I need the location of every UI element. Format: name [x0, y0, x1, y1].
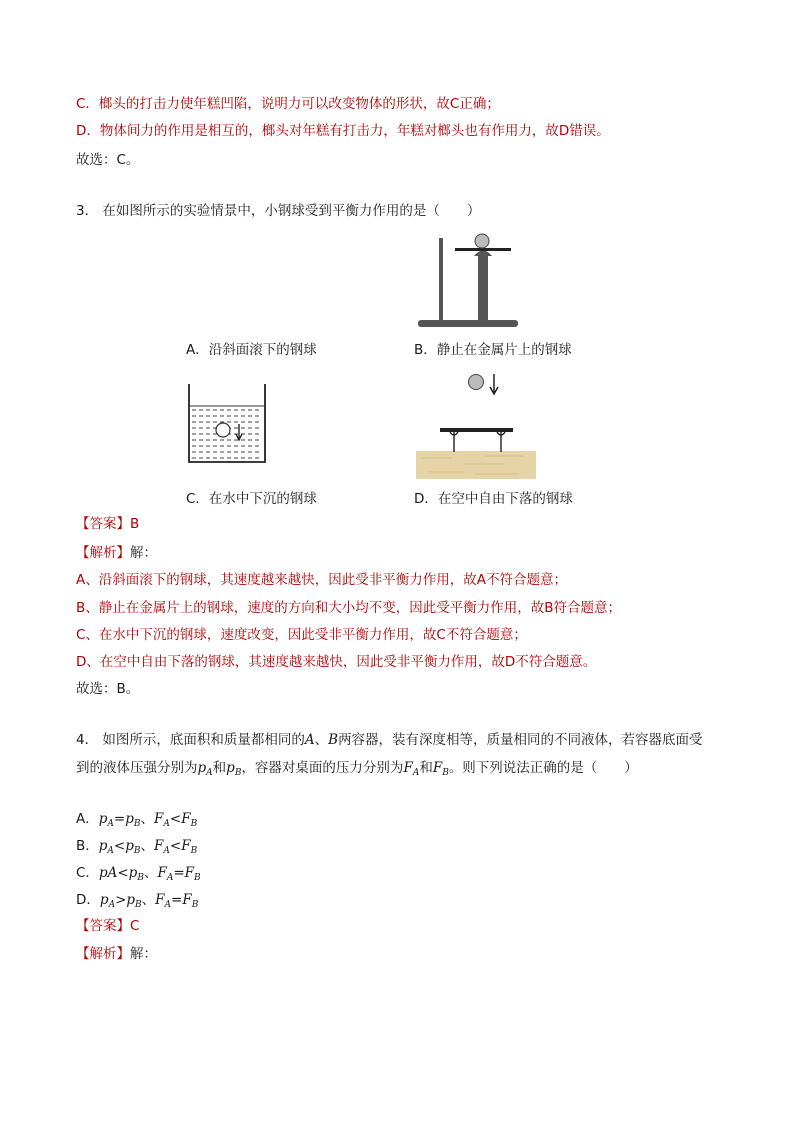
- q4-analysis-header: [76, 945, 157, 963]
- prev-conclusion: 故选：C。: [76, 152, 140, 168]
- analysis-tag: 【解析】: [76, 545, 130, 561]
- q3-analysis-a: A、沿斜面滚下的钢球，其速度越来越快，因此受非平衡力作用，故A不符合题意；: [76, 572, 567, 588]
- q3-analysis-b: B、静止在金属片上的钢球，速度的方向和大小均不变，因此受平衡力作用，故B符合题意；: [76, 600, 622, 616]
- metal-sheet: [440, 428, 513, 432]
- stand-cap: [474, 251, 492, 257]
- q3-caption-c: C．在水中下沉的钢球: [186, 491, 317, 507]
- prev-explanation-c: C．榔头的打击力使年糕凹陷，说明力可以改变物体的形状，故C正确；: [76, 96, 500, 112]
- q3-caption-a: A．沿斜面滚下的钢球: [186, 342, 317, 358]
- q3-caption-d: D．在空中自由下落的钢球: [414, 491, 573, 507]
- q4-answer: [76, 917, 139, 935]
- q3-caption-b: B．静止在金属片上的钢球: [414, 342, 572, 358]
- prev-explanation-d: D．物体间力的作用是相互的，榔头对年糕有打击力，年糕对榔头也有作用力，故D错误。: [76, 123, 610, 139]
- q3-stem: 3． 在如图所示的实验情景中，小钢球受到平衡力作用的是（ ）: [76, 203, 481, 219]
- q3-analysis-c: C、在水中下沉的钢球，速度改变，因此受非平衡力作用，故C不符合题意；: [76, 627, 527, 643]
- analysis-intro: 解：: [130, 946, 157, 962]
- q4-option-b: B．$p_A<p_B$、$F_A<F_B$: [76, 838, 198, 856]
- answer-tag: 【答案】: [76, 516, 130, 532]
- stand-base: [418, 320, 518, 327]
- tank-walls: [189, 384, 265, 462]
- q3-answer: [76, 515, 139, 533]
- q4-stem-line1: 4． 如图所示，底面积和质量都相同的A、B两容器，装有深度相等，质量相同的不同液体，若容器底面受: [76, 732, 703, 748]
- analysis-intro: 解：: [130, 545, 157, 561]
- metal-plate: [455, 248, 511, 251]
- wood-table: [416, 451, 536, 479]
- answer-value: C: [130, 918, 140, 934]
- answer-tag: 【答案】: [76, 918, 130, 934]
- figure-d-free-fall: [414, 368, 539, 480]
- steel-ball-d: [469, 375, 484, 390]
- stand-post: [478, 256, 488, 322]
- q4-option-c: C．$pA<p_B$、$F_A=F_B$: [76, 865, 201, 883]
- q3-conclusion: 故选：B。: [76, 681, 140, 697]
- q3-analysis-header: [76, 544, 157, 562]
- steel-ball-c: [216, 423, 230, 437]
- figure-b-stand: [410, 228, 525, 332]
- sheet-leg-right: [497, 432, 505, 452]
- answer-value: B: [130, 516, 140, 532]
- figure-c-water-tank: [186, 380, 268, 466]
- q4-option-d: D．$p_A>p_B$、$F_A=F_B$: [76, 892, 199, 910]
- q4-option-a: A．$p_A=p_B$、$F_A<F_B$: [76, 811, 198, 829]
- stand-rod: [439, 238, 443, 322]
- sheet-leg-left: [450, 432, 458, 452]
- analysis-tag: 【解析】: [76, 946, 130, 962]
- q3-analysis-d: D、在空中自由下落的钢球，其速度越来越快，因此受非平衡力作用，故D不符合题意。: [76, 654, 597, 670]
- q4-stem-line2: 到的液体压强分别为$p_A$和$p_B$，容器对桌面的压力分别为$F_A$和$F_B$。则下列说法正确的是（ ）: [76, 760, 638, 778]
- steel-ball-b: [475, 234, 489, 248]
